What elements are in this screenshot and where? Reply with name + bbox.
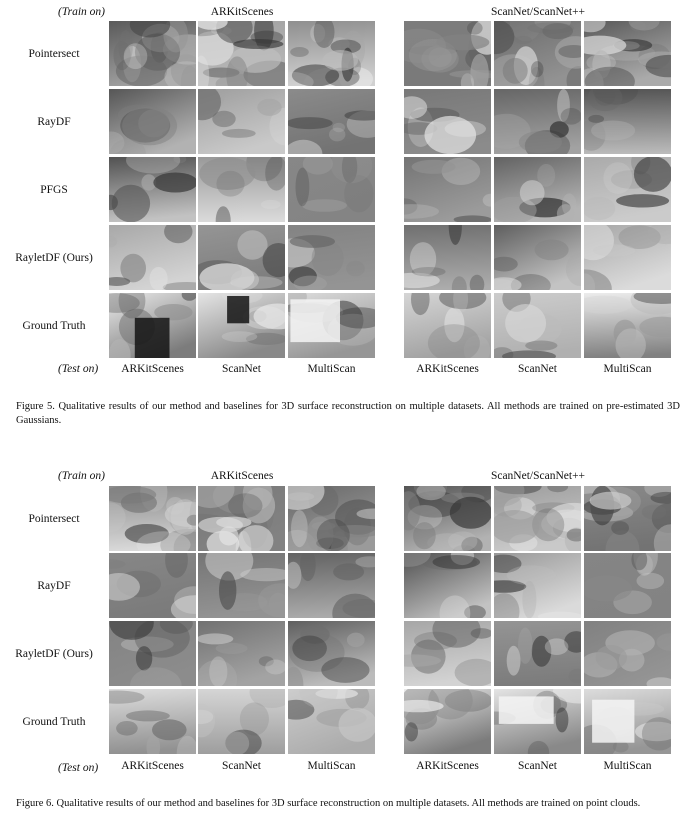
column-label-scannet: ScanNet <box>518 760 557 772</box>
column-label-multiscan: MultiScan <box>307 760 356 772</box>
depth-map-image <box>404 553 491 618</box>
depth-map-image <box>109 486 196 551</box>
depth-map-image <box>109 621 196 686</box>
depth-map-image <box>494 689 581 754</box>
row-label-ground-truth: Ground Truth <box>22 716 86 728</box>
depth-map-image <box>198 89 285 154</box>
depth-map-image <box>198 157 285 222</box>
row-label-rayletdf-ours: RayletDF (Ours) <box>15 252 93 264</box>
depth-map-image <box>584 689 671 754</box>
depth-map-image <box>198 225 285 290</box>
depth-map-image <box>404 689 491 754</box>
group-header-arkitscenes: ARKitScenes <box>210 6 274 18</box>
depth-map-image <box>288 89 375 154</box>
depth-map-image <box>198 689 285 754</box>
group-header-scannet: ScanNet/ScanNet++ <box>490 6 586 18</box>
column-label-multiscan: MultiScan <box>603 363 652 375</box>
depth-map-image <box>109 21 196 86</box>
depth-map-image <box>584 157 671 222</box>
column-label-multiscan: MultiScan <box>603 760 652 772</box>
row-label-rayletdf-ours: RayletDF (Ours) <box>15 648 93 660</box>
depth-map-image <box>494 157 581 222</box>
group-header-arkitscenes: ARKitScenes <box>210 470 274 482</box>
test-on-label: (Test on) <box>58 363 99 375</box>
depth-map-image <box>404 486 491 551</box>
row-label-raydf: RayDF <box>37 116 71 128</box>
depth-map-image <box>494 89 581 154</box>
depth-map-image <box>109 689 196 754</box>
depth-map-image <box>494 21 581 86</box>
depth-map-image <box>404 21 491 86</box>
train-on-label: (Train on) <box>58 6 105 18</box>
column-label-arkitscenes: ARKitScenes <box>121 363 184 375</box>
row-label-raydf: RayDF <box>37 580 71 592</box>
row-label-pfgs: PFGS <box>40 184 68 196</box>
column-label-multiscan: MultiScan <box>307 363 356 375</box>
depth-map-image <box>198 21 285 86</box>
figure-6-caption: Figure 6. Qualitative results of our method and baselines for 3D surface reconstruction on multiple datasets. All methods are trained on point clouds. <box>16 798 641 809</box>
depth-map-image <box>288 157 375 222</box>
depth-map-image <box>109 225 196 290</box>
depth-map-image <box>494 553 581 618</box>
column-label-arkitscenes: ARKitScenes <box>416 760 479 772</box>
depth-map-image <box>198 621 285 686</box>
row-label-pointersect: Pointersect <box>28 513 80 525</box>
depth-map-image <box>584 621 671 686</box>
depth-map-image <box>584 21 671 86</box>
depth-map-image <box>494 225 581 290</box>
depth-map-image <box>288 21 375 86</box>
depth-map-image <box>584 293 671 358</box>
depth-map-image <box>494 293 581 358</box>
depth-map-image <box>109 157 196 222</box>
depth-map-image <box>584 486 671 551</box>
depth-map-image <box>404 89 491 154</box>
depth-map-image <box>109 553 196 618</box>
depth-map-image <box>584 553 671 618</box>
depth-map-image <box>288 486 375 551</box>
depth-map-image <box>288 225 375 290</box>
column-label-arkitscenes: ARKitScenes <box>416 363 479 375</box>
depth-map-image <box>198 486 285 551</box>
row-label-pointersect: Pointersect <box>28 48 80 60</box>
depth-map-image <box>288 621 375 686</box>
group-header-scannet: ScanNet/ScanNet++ <box>490 470 586 482</box>
depth-map-image <box>288 293 375 358</box>
depth-map-image <box>584 225 671 290</box>
depth-map-image <box>288 553 375 618</box>
column-label-scannet: ScanNet <box>222 363 261 375</box>
row-label-ground-truth: Ground Truth <box>22 320 86 332</box>
depth-map-image <box>404 225 491 290</box>
depth-map-image <box>404 157 491 222</box>
test-on-label: (Test on) <box>58 762 99 774</box>
depth-map-image <box>404 293 491 358</box>
depth-map-image <box>109 293 196 358</box>
column-label-scannet: ScanNet <box>518 363 557 375</box>
depth-map-image <box>404 621 491 686</box>
depth-map-image <box>494 621 581 686</box>
depth-map-image <box>198 553 285 618</box>
depth-map-image <box>494 486 581 551</box>
depth-map-image <box>584 89 671 154</box>
column-label-scannet: ScanNet <box>222 760 261 772</box>
depth-map-image <box>288 689 375 754</box>
train-on-label: (Train on) <box>58 470 105 482</box>
depth-map-image <box>109 89 196 154</box>
depth-map-image <box>198 293 285 358</box>
column-label-arkitscenes: ARKitScenes <box>121 760 184 772</box>
figure-5-caption: Figure 5. Qualitative results of our method and baselines for 3D surface reconstruction on multiple datasets. All methods are trained on pre-estimated 3D Gaussians. <box>16 401 680 426</box>
